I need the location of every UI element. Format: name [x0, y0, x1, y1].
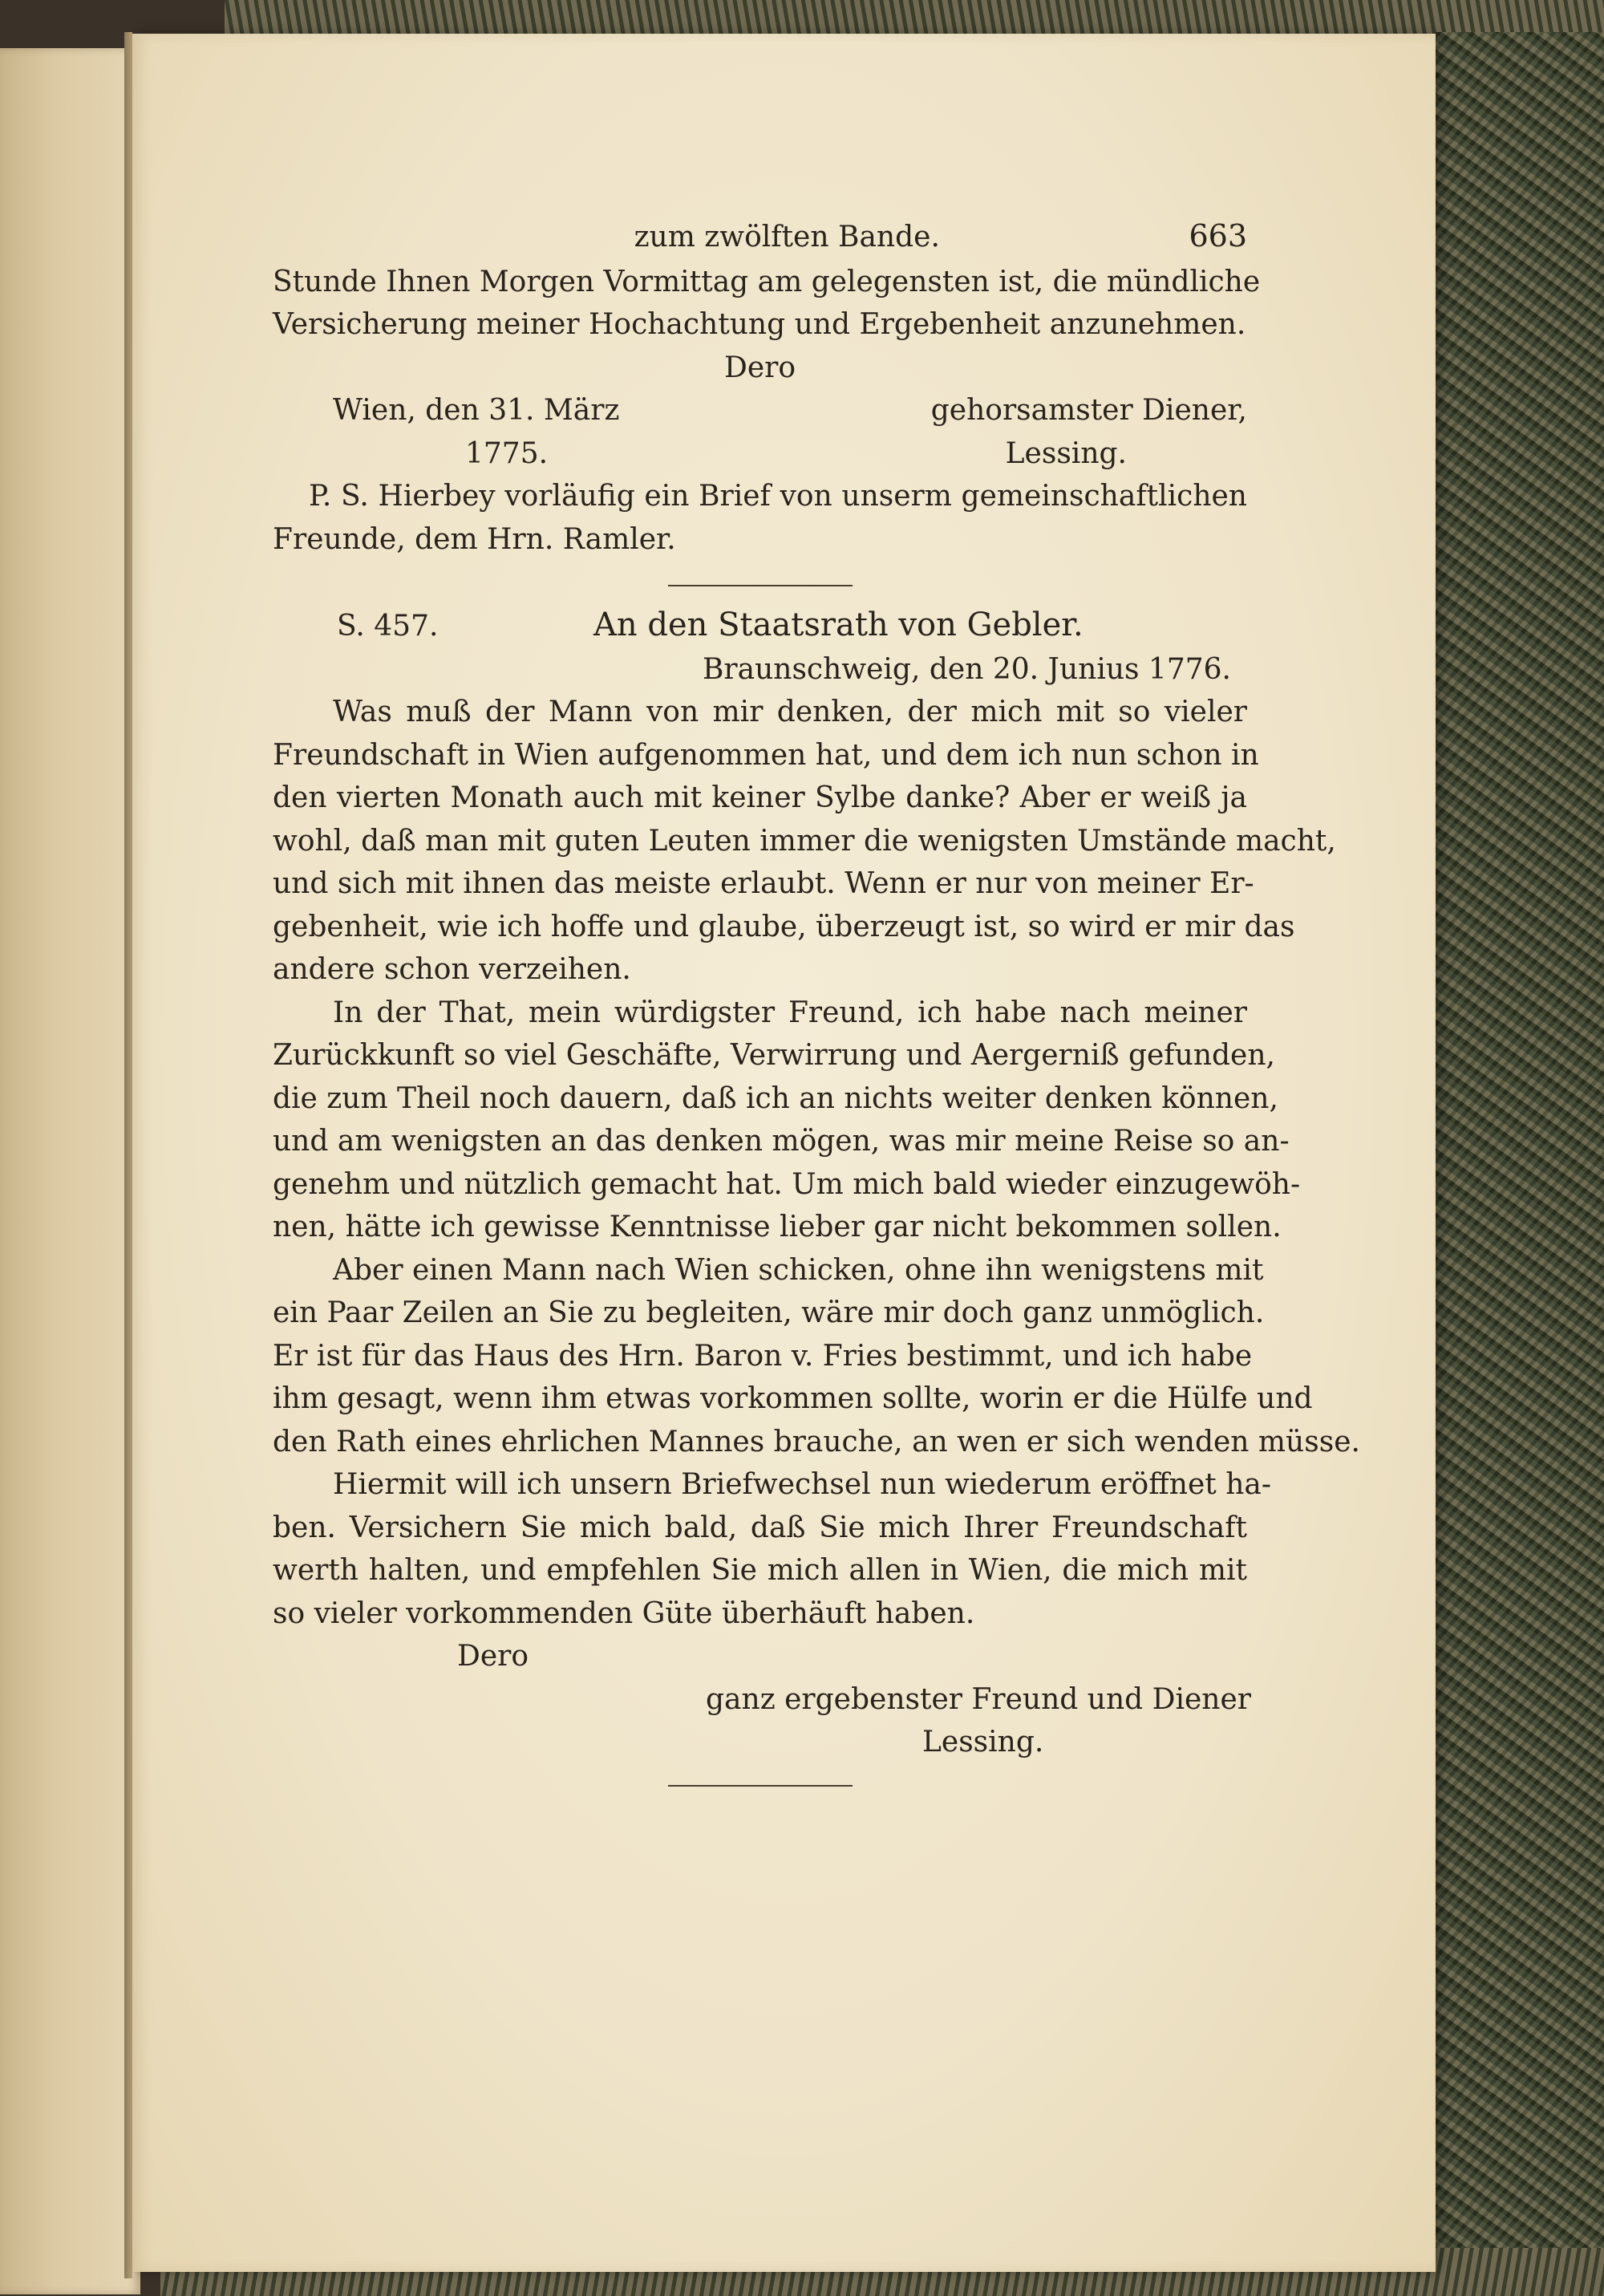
text-line: Zurückkunft so viel Geschäfte, Verwirrung und Aergerniß gefunden, — [273, 1039, 1275, 1072]
text-line: den vierten Monath auch mit keiner Sylbe danke? Aber er weiß ja — [273, 781, 1247, 814]
letter2-paragraph — [273, 691, 1336, 992]
text-line: so vieler vorkommenden Güte überhäuft haben. — [273, 1596, 975, 1630]
book-gutter — [124, 32, 132, 2278]
postscript-line: P. S. Hierbey vorläufig ein Brief von unserm gemeinschaftlichen — [309, 480, 1247, 513]
facing-page-edge — [0, 48, 140, 2294]
letter2-paragraph — [273, 1463, 1272, 1635]
letter2-paragraph — [273, 992, 1301, 1249]
text-line: In der That, mein würdigster Freund, ich habe nach meiner — [333, 996, 1247, 1029]
page-number: 663 — [1189, 218, 1247, 254]
text-line: Freundschaft in Wien aufgenommen hat, und dem ich nun schon in — [273, 738, 1259, 772]
text-line: Stunde Ihnen Morgen Vormittag am gelegensten ist, die mündliche — [273, 265, 1261, 298]
text-line: die zum Theil noch dauern, daß ich an nichts weiter denken können, — [273, 1081, 1278, 1115]
text-line: den Rath eines ehrlichen Mannes brauche, an wen er sich wenden müsse. — [273, 1425, 1360, 1458]
letter2-heading-row — [273, 604, 1247, 648]
running-head-title: zum zwölften Bande. — [634, 221, 940, 254]
letter2-signature: Lessing. — [922, 1726, 1044, 1759]
text-line: Aber einen Mann nach Wien schicken, ohne ihn wenigstens mit — [333, 1253, 1264, 1287]
letter1-signature: Lessing. — [1005, 436, 1127, 470]
letter2-closing: ganz ergebenster Freund und Diener — [706, 1682, 1251, 1716]
text-line: ein Paar Zeilen an Sie zu begleiten, wäre mir doch ganz unmöglich. — [273, 1296, 1265, 1329]
text-line: gebenheit, wie ich hoffe und glaube, überzeugt ist, so wird er mir das — [273, 910, 1295, 943]
running-head — [273, 215, 1247, 259]
postscript-line: Freunde, dem Hrn. Ramler. — [273, 522, 676, 556]
letter2-dateline: Braunschweig, den 20. Junius 1776. — [702, 652, 1231, 686]
text-line: Hiermit will ich unsern Briefwechsel nun wiederum eröffnet ha- — [333, 1468, 1272, 1501]
text-line: wohl, daß man mit guten Leuten immer die wenigsten Umstände macht, — [273, 824, 1336, 858]
text-line: ihm gesagt, wenn ihm etwas vorkommen sollte, worin er die Hülfe und — [273, 1382, 1313, 1415]
section-divider — [668, 585, 853, 586]
letter1-year: 1775. — [465, 436, 549, 470]
text-line: Versicherung meiner Hochachtung und Ergebenheit anzunehmen. — [273, 308, 1246, 341]
letter2-heading: An den Staatsrath von Gebler. — [593, 606, 1084, 643]
letter1-year-row — [273, 432, 1247, 476]
letter1-dero: Dero — [723, 351, 796, 384]
text-line: ben. Versichern Sie mich bald, daß Sie mich Ihrer Freundschaft — [273, 1511, 1247, 1544]
text-line: werth halten, und empfehlen Sie mich allen in Wien, die mich mit — [273, 1554, 1247, 1587]
text-line: und sich mit ihnen das meiste erlaubt. Wenn er nur von meiner Er- — [273, 867, 1254, 900]
page-text — [273, 215, 1360, 1804]
letter1-signature-row — [273, 389, 1247, 432]
text-line: genehm und nützlich gemacht hat. Um mich bald wieder einzugewöh- — [273, 1167, 1301, 1201]
text-line: Was muß der Mann von mir denken, der mich mit so vieler — [333, 696, 1247, 728]
text-line: Er ist für das Haus des Hrn. Baron v. Fries bestimmt, und ich habe — [273, 1339, 1253, 1373]
text-line: nen, hätte ich gewisse Kenntnisse lieber gar nicht bekommen sollen. — [273, 1211, 1282, 1243]
text-line: andere schon verzeihen. — [273, 953, 631, 986]
book-cover-marbled — [1436, 32, 1604, 2296]
letter2-reference: S. 457. — [337, 610, 439, 643]
letter1-closing-text — [273, 261, 1261, 562]
text-line: und am wenigsten an das denken mögen, was mir meine Reise so an- — [273, 1125, 1290, 1158]
letter1-closing: gehorsamster Diener, — [930, 394, 1247, 427]
letter1-place-date: Wien, den 31. März — [333, 394, 620, 427]
letter2-paragraph — [273, 1249, 1360, 1464]
section-divider — [668, 1785, 853, 1787]
letter2-dero: Dero — [457, 1640, 529, 1673]
